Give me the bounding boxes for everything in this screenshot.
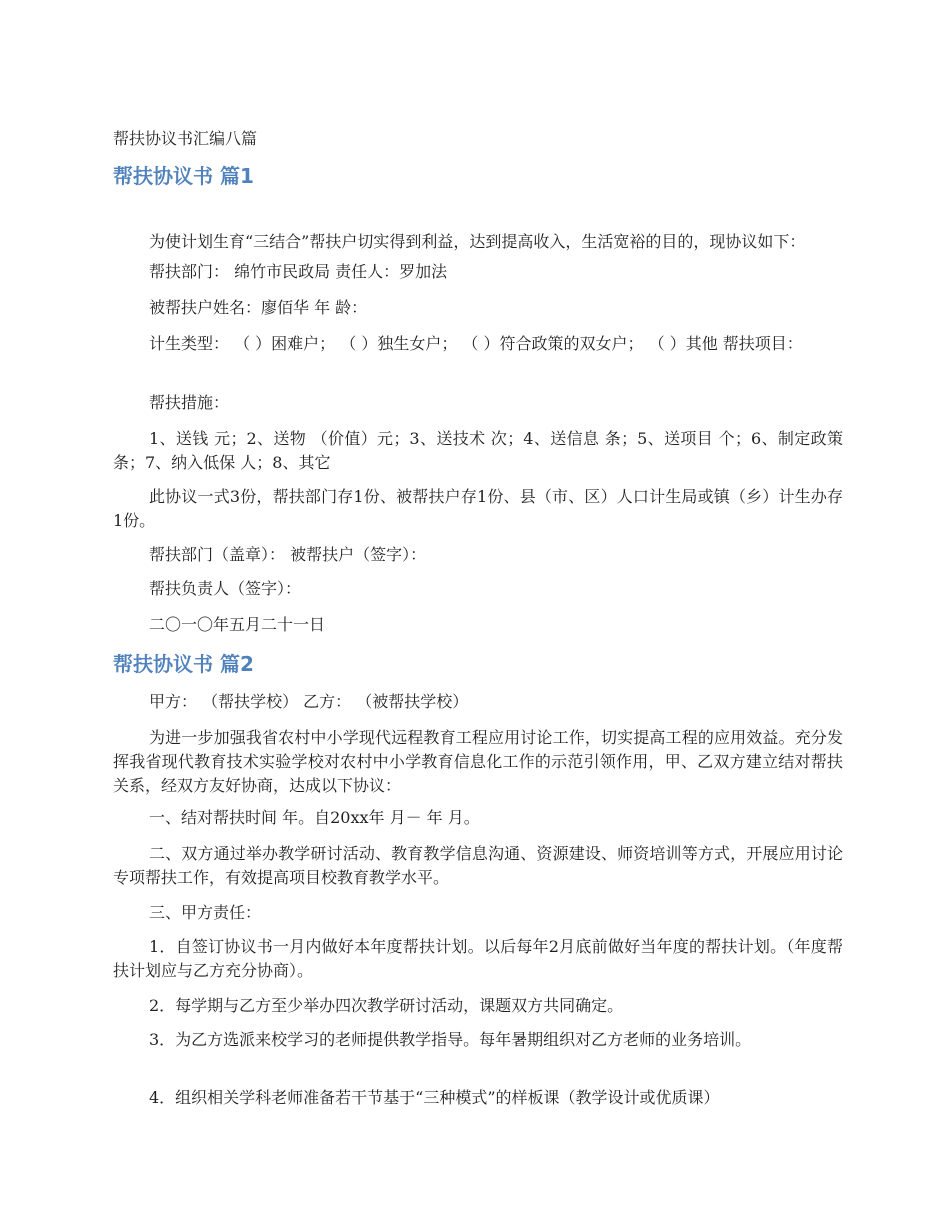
paragraph: 帮扶负责人（签字）： — [149, 579, 302, 598]
document-title: 帮扶协议书汇编八篇 — [113, 129, 258, 148]
paragraph: 1．自签订协议书一月内做好本年度帮扶计划。以后每年2月底前做好当年度的帮扶计划。（年度帮扶计划应与乙方充分协商）。 — [113, 937, 843, 980]
paragraph: 为使计划生育“三结合”帮扶户切实得到利益，达到提高收入，生活宽裕的目的，现协议如下： — [149, 232, 806, 251]
section-heading: 帮扶协议书 篇2 — [113, 652, 254, 676]
paragraph: 二〇一〇年五月二十一日 — [149, 615, 326, 634]
paragraph: 帮扶部门（盖章）： 被帮扶户（签字）： — [149, 545, 427, 564]
paragraph: 帮扶措施： — [149, 393, 230, 412]
paragraph: 三、甲方责任： — [149, 903, 262, 922]
paragraph: 甲方： （帮扶学校） 乙方： （被帮扶学校） — [149, 692, 469, 711]
paragraph: 4．组织相关学科老师准备若干节基于“三种模式”的样板课（教学设计或优质课） — [149, 1088, 720, 1107]
paragraph: 帮扶部门： 绵竹市民政局 责任人：罗加法 — [149, 262, 448, 281]
paragraph: 二、双方通过举办教学研讨活动、教育教学信息沟通、资源建设、师资培训等方式，开展应用讨论专项帮扶工作，有效提高项目校教育教学水平。 — [113, 844, 843, 887]
paragraph: 为进一步加强我省农村中小学现代远程教育工程应用讨论工作，切实提高工程的应用效益。充分发挥我省现代教育技术实验学校对农村中小学教育信息化工作的示范引领作用，甲、乙双方建立结对帮扶关系，经双方友好协商，达成以下协议： — [113, 728, 843, 795]
paragraph: 3．为乙方选派来校学习的老师提供教学指导。每年暑期组织对乙方老师的业务培训。 — [149, 1030, 752, 1049]
section-heading: 帮扶协议书 篇1 — [113, 164, 254, 188]
paragraph: 1、送钱 元；2、送物 （价值）元；3、送技术 次；4、送信息 条；5、送项目 个；6、制定政策 条；7、纳入低保 人；8、其它 — [113, 429, 843, 472]
paragraph: 2．每学期与乙方至少举办四次教学研讨活动，课题双方共同确定。 — [149, 996, 624, 1015]
paragraph: 此协议一式3份，帮扶部门存1份、被帮扶户存1份、县（市、区）人口计生局或镇（乡）计生办存1份。 — [113, 487, 843, 530]
paragraph: 计生类型： （ ）困难户； （ ）独生女户； （ ）符合政策的双女户； （ ）其他 帮扶项目： — [149, 334, 803, 353]
paragraph: 一、结对帮扶时间 年。自20xx年 月－ 年 月。 — [149, 808, 480, 827]
paragraph: 被帮扶户姓名：廖佰华 年 龄： — [149, 298, 368, 317]
